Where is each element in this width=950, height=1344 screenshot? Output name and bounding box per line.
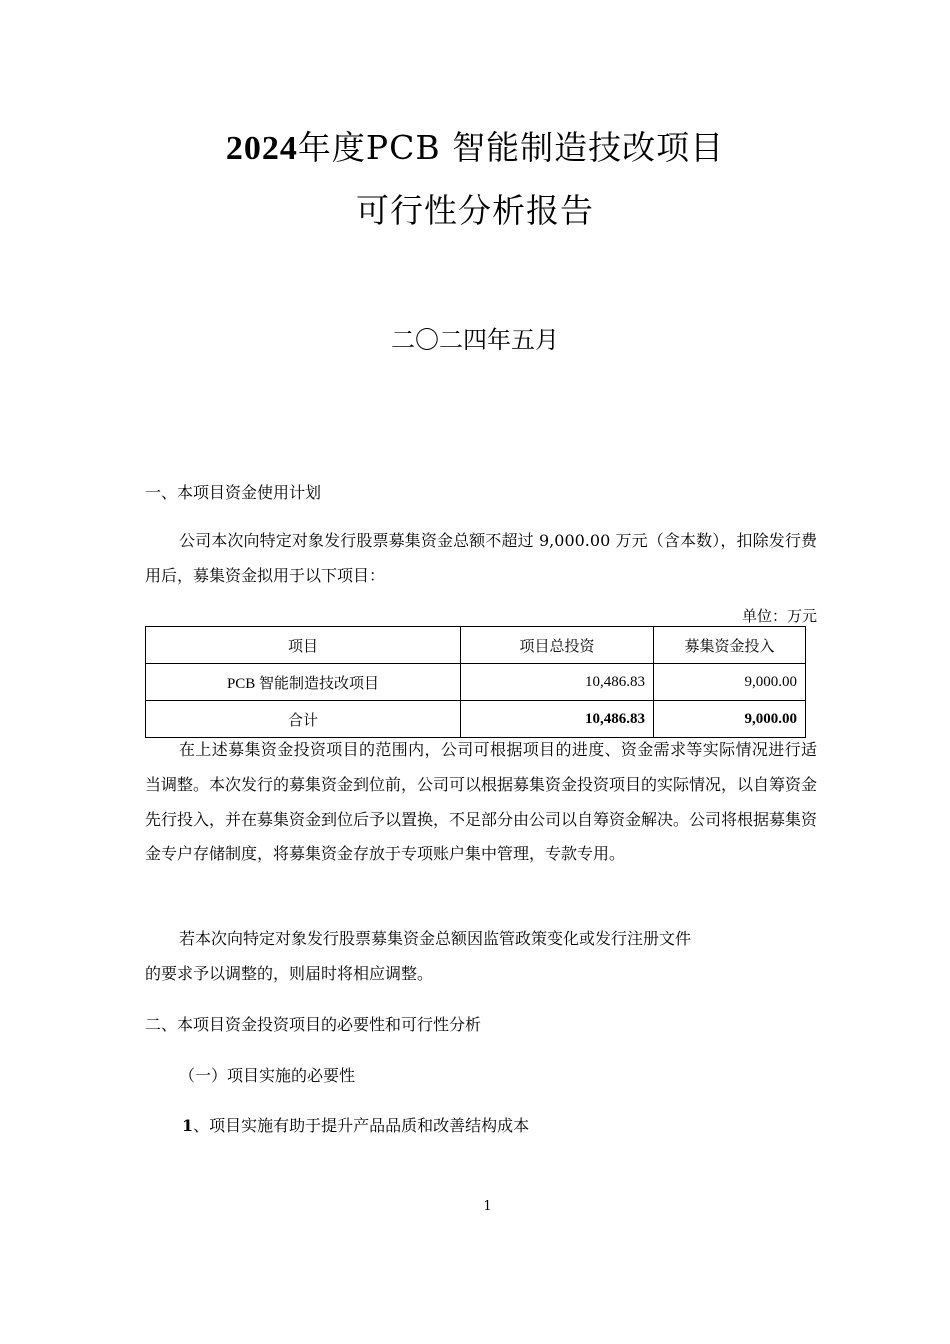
item-number: 1 bbox=[182, 1116, 194, 1135]
table-total-row bbox=[146, 701, 806, 738]
table-total-raised-funds: 9,000.00 bbox=[654, 701, 806, 738]
table-header-total-investment: 项目总投资 bbox=[461, 627, 654, 664]
report-title-line-2: 可行性分析报告 bbox=[356, 191, 594, 230]
section-1-para3-line-2: 的要求予以调整的，则届时将相应调整。 bbox=[145, 964, 434, 983]
table-header-project: 项目 bbox=[146, 627, 461, 664]
table-row bbox=[146, 664, 806, 701]
table-header-row bbox=[146, 627, 806, 664]
section-2-subheading: （一）项目实施的必要性 bbox=[179, 1066, 356, 1085]
fund-usage-table bbox=[145, 626, 806, 738]
report-title-line-1 bbox=[0, 128, 950, 169]
table-total-investment: 10,486.83 bbox=[461, 701, 654, 738]
section-2-heading: 二、本项目资金投资项目的必要性和可行性分析 bbox=[145, 1015, 482, 1034]
section-1-heading: 一、本项目资金使用计划 bbox=[145, 483, 322, 502]
section-1-para3-line-1: 若本次向特定对象发行股票募集资金总额因监管政策变化或发行注册文件 bbox=[179, 929, 692, 948]
table-unit-label: 单位：万元 bbox=[741, 607, 817, 625]
title-year: 2024 bbox=[225, 130, 298, 167]
table-header-raised-funds: 募集资金投入 bbox=[654, 627, 806, 664]
section-2-item-1 bbox=[182, 1116, 529, 1136]
table-cell-project: PCB 智能制造技改项目 bbox=[146, 664, 461, 701]
report-date: 二〇二四年五月 bbox=[391, 326, 559, 354]
item-text: 、项目实施有助于提升产品品质和改善结构成本 bbox=[193, 1116, 530, 1135]
section-1-intro-paragraph: 公司本次向特定对象发行股票募集资金总额不超过 9,000.00 万元（含本数），扣除发行费用后，募集资金拟用于以下项目： bbox=[145, 531, 817, 585]
table-cell-total-investment: 10,486.83 bbox=[461, 664, 654, 701]
table-cell-raised-funds: 9,000.00 bbox=[654, 664, 806, 701]
title-project: 年度PCB 智能制造技改项目 bbox=[297, 128, 725, 167]
section-1-adjustment-paragraph: 在上述募集资金投资项目的范围内，公司可根据项目的进度、资金需求等实际情况进行适当调整。本次发行的募集资金到位前，公司可以根据募集资金投资项目的实际情况，以自筹资金先行投入，并在募集资金到位后予以置换，不足部分由公司以自筹资金解决。公司将根据募集资金专户存储制度，将募集资金存放于专项账户集中管理，专款专用。 bbox=[145, 740, 818, 864]
page-number: 1 bbox=[483, 1199, 492, 1214]
table-total-label: 合计 bbox=[146, 701, 461, 738]
